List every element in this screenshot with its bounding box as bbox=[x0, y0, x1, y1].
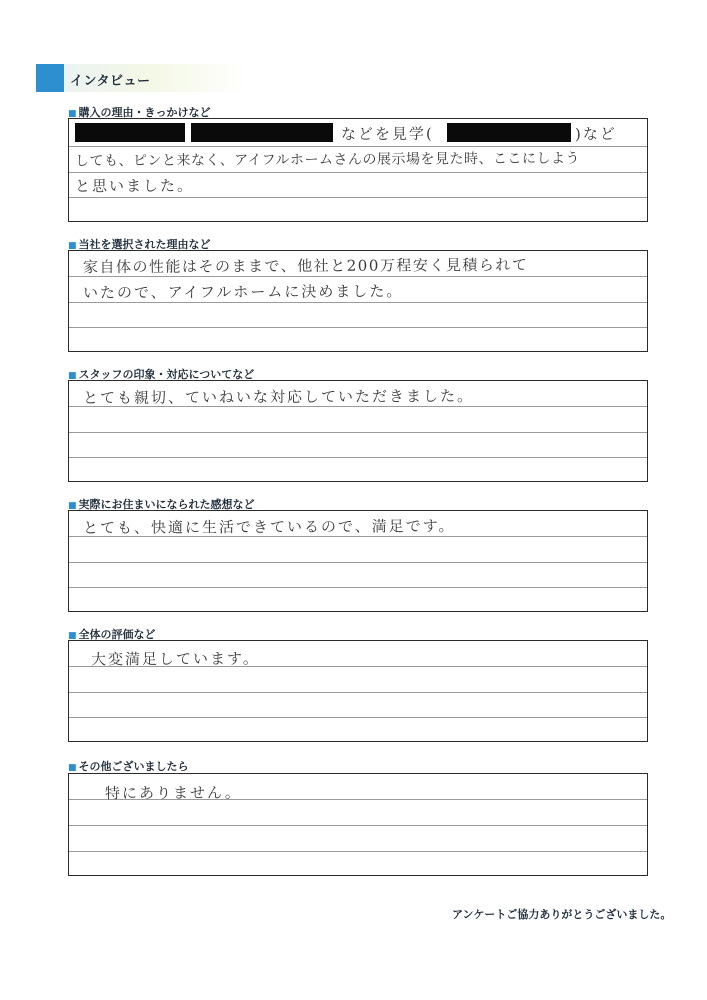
handwritten-line: 特にありません。 bbox=[104, 783, 242, 803]
page-header bbox=[36, 64, 248, 92]
answer-box-overall-evaluation bbox=[68, 640, 648, 742]
answer-box-living-impressions bbox=[68, 510, 648, 612]
section-label-purchase-reason: ■ 購入の理由・きっかけなど bbox=[68, 106, 211, 119]
handwritten-line: などを見学( bbox=[340, 124, 434, 144]
section-label-staff-impression: ■ スタッフの印象・対応についてなど bbox=[68, 368, 255, 381]
label-bullet-icon: ■ bbox=[68, 109, 77, 119]
label-bullet-icon: ■ bbox=[68, 371, 77, 381]
label-bullet-icon: ■ bbox=[68, 241, 77, 251]
redaction-bar bbox=[447, 123, 571, 142]
answer-box-other-comments bbox=[68, 773, 648, 876]
page-title: インタビュー bbox=[70, 74, 151, 89]
handwritten-line: とても、快適に生活できているので、満足です。 bbox=[82, 517, 456, 537]
section-label-overall-evaluation: ■ 全体の評価など bbox=[68, 628, 156, 641]
redaction-bar bbox=[75, 123, 185, 142]
handwritten-line: 家自体の性能はそのままで、他社と200万程安く見積られて bbox=[82, 255, 529, 277]
handwritten-line: とても親切、ていねいな対応していただきました。 bbox=[82, 386, 475, 408]
handwritten-line: しても、ピンと来なく、アイフルホームさんの展示場を見た時、ここにしよう bbox=[74, 150, 581, 170]
answer-box-purchase-reason bbox=[68, 118, 648, 222]
handwritten-line: と思いました。 bbox=[74, 176, 195, 196]
section-label-other-comments: ■ その他ございましたら bbox=[68, 760, 189, 773]
handwritten-line: )など bbox=[574, 124, 617, 144]
answer-box-staff-impression bbox=[68, 380, 648, 482]
handwritten-line: いたので、アイフルホームに決めました。 bbox=[82, 282, 404, 302]
header-accent-square bbox=[36, 64, 64, 92]
section-label-selection-reason: ■ 当社を選択された理由など bbox=[68, 238, 211, 251]
section-label-living-impressions: ■ 実際にお住まいになられた感想など bbox=[68, 498, 255, 511]
label-bullet-icon: ■ bbox=[68, 631, 77, 641]
handwritten-line: 大変満足しています。 bbox=[90, 649, 260, 669]
label-bullet-icon: ■ bbox=[68, 763, 77, 773]
redaction-bar bbox=[191, 123, 333, 142]
footer-thanks: アンケートご協力ありがとうございました。 bbox=[452, 908, 672, 921]
answer-box-selection-reason bbox=[68, 250, 648, 352]
label-bullet-icon: ■ bbox=[68, 501, 77, 511]
